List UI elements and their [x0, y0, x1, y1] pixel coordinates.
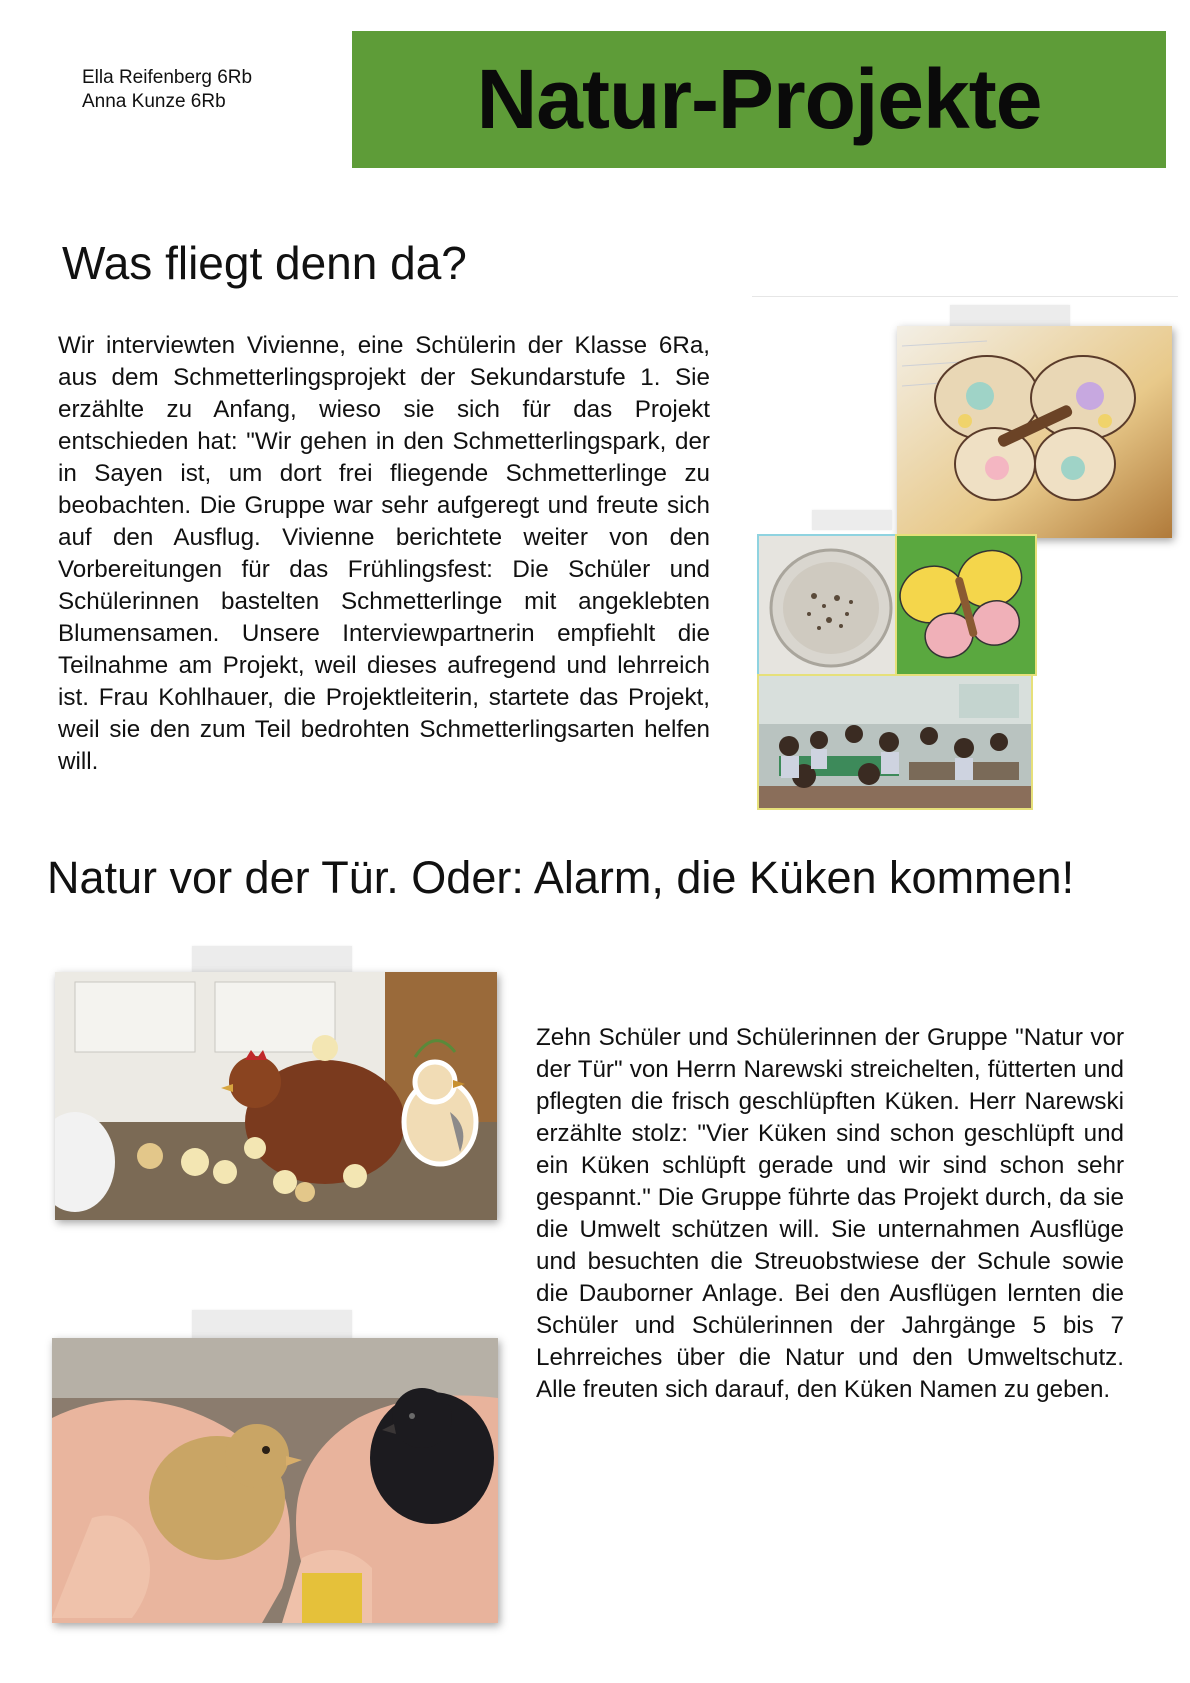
author-1: Ella Reifenberg 6Rb: [82, 67, 253, 88]
butterfly-craft-image: [897, 326, 1172, 538]
chicks-article-text: Zehn Schüler und Schülerinnen der Gruppe "Natur vor der Tür" von Herrn Narewski streichelten, fütterten und pflegten die frisch geschlüpften Küken. Herr Narewski erzählte stolz: "Vier Küken sind schon geschlüpft und ein Küken schlüpft gerade und wir sind schon sehr gespannt." Die Gruppe führte das Projekt durch, da sie die Umwelt schützen will. Sie unternahmen Ausflüge und besuchten die Streuobstwiese der Schule sowie die Dauborner Anlage. Bei den Ausflügen lernten die Schüler und Schülerinnen der Jahrgänge 5 bis 7 Lehrreiches über die Natur und den Umweltschutz. Alle freuten sich darauf, den Küken Namen zu geben.: [536, 1024, 1124, 1403]
seed-cup-image: [759, 536, 897, 674]
title-banner: [352, 31, 1166, 168]
paper-butterfly-photo: [895, 534, 1037, 676]
butterfly-heading: Was fliegt denn da?: [62, 237, 467, 289]
author-2: Anna Kunze 6Rb: [82, 91, 226, 112]
classroom-image: [759, 676, 1033, 810]
divider-line: [752, 296, 1178, 297]
chicks-in-hands-photo: [52, 1338, 498, 1623]
chicks-in-hands-image: [52, 1338, 498, 1623]
chicks-heading: Natur vor der Tür. Oder: Alarm, die Küken kommen!: [47, 852, 1075, 903]
authors: [82, 66, 252, 114]
classroom-photo: [757, 674, 1033, 810]
butterfly-craft-photo: [897, 326, 1172, 538]
seed-cup-photo: [757, 534, 899, 676]
hen-with-chicks-photo: [55, 972, 497, 1220]
hen-with-chicks-image: [55, 972, 497, 1220]
page-title: Natur-Projekte: [476, 52, 1042, 146]
tape-strip: [812, 510, 892, 530]
paper-butterfly-image: [897, 536, 1035, 674]
butterfly-article-text: Wir interviewten Vivienne, eine Schülerin der Klasse 6Ra, aus dem Schmetterlingsprojekt der Sekundarstufe 1. Sie erzählte zu Anfang, wieso sie sich für das Projekt entschieden hat: "Wir gehen in den Schmetterlingspark, der in Sayen ist, um dort frei fliegende Schmetterlinge zu beobachten. Die Gruppe war sehr aufgeregt und freute sich auf den Ausflug. Vivienne berichtete weiter von den Vorbereitungen für das Frühlingsfest: Die Schüler und Schülerinnen bastelten Schmetterlinge mit angeklebten Blumensamen. Unsere Interviewpartnerin empfiehlt die Teilnahme am Projekt, weil dieses aufregend und lehrreich ist. Frau Kohlhauer, die Projektleiterin, startete das Projekt, weil sie den zum Teil bedrohten Schmetterlingsarten helfen will.: [58, 332, 710, 775]
